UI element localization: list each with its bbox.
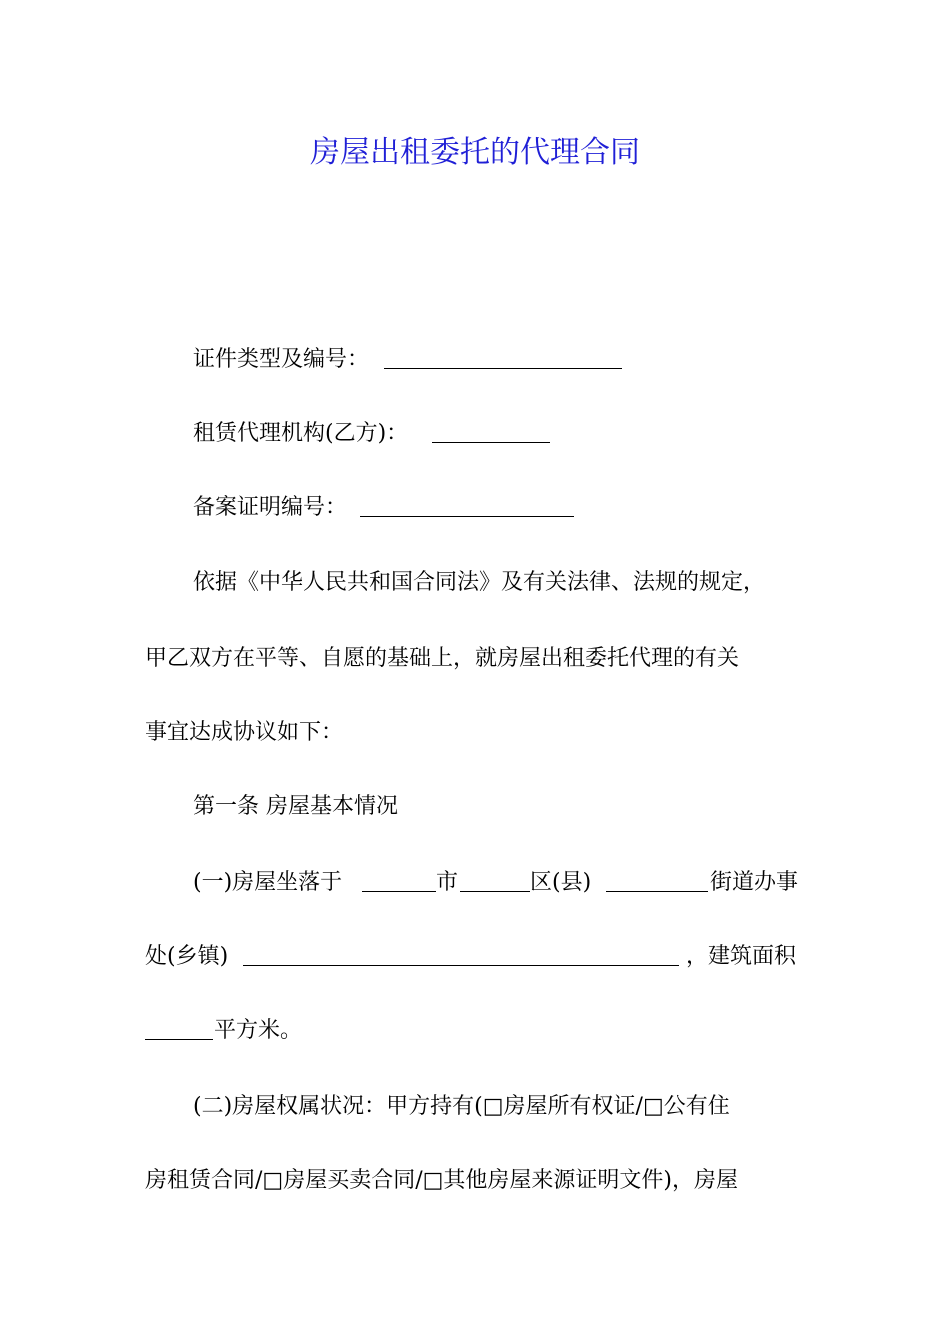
township-label: 处(乡镇): [145, 944, 229, 969]
preamble-line-2: [0, 639, 950, 679]
id-field-line: [0, 340, 950, 380]
street-label: 街道办事: [710, 870, 799, 895]
article1-heading-line: [0, 787, 950, 827]
article1-heading: 第一条 房屋基本情况: [193, 794, 398, 819]
township-blank[interactable]: [243, 937, 679, 966]
preamble-text-1: 依据《中华人民共和国合同法》及有关法律、法规的规定，: [193, 570, 766, 595]
item1-prefix: (一)房屋坐落于: [193, 870, 343, 895]
item2-line-2: [0, 1161, 950, 1201]
record-label: 备案证明编号：: [193, 495, 348, 520]
item1-line-1: [0, 863, 950, 903]
item1-line-2: [0, 937, 950, 977]
street-blank[interactable]: [606, 863, 708, 892]
id-label: 证件类型及编号：: [193, 347, 370, 372]
agency-blank[interactable]: [432, 414, 550, 443]
district-label: 区(县): [530, 870, 592, 895]
district-blank[interactable]: [460, 863, 530, 892]
city-blank[interactable]: [362, 863, 436, 892]
preamble-line-1: [0, 563, 950, 603]
item2-line-1: [0, 1087, 950, 1127]
record-blank[interactable]: [360, 488, 574, 517]
area-label: ，建筑面积: [686, 944, 797, 969]
id-blank[interactable]: [384, 340, 622, 369]
preamble-line-3: [0, 713, 950, 753]
preamble-text-3: 事宜达成协议如下：: [145, 720, 344, 745]
preamble-text-2: 甲乙双方在平等、自愿的基础上，就房屋出租委托代理的有关: [145, 646, 740, 671]
unit-label: 平方米。: [214, 1018, 303, 1043]
area-blank[interactable]: [145, 1011, 213, 1040]
item1-line-3: [0, 1011, 950, 1051]
agency-label: 租赁代理机构(乙方)：: [193, 421, 409, 446]
record-field-line: [0, 488, 950, 528]
item2-text-1: (二)房屋权属状况：甲方持有(□房屋所有权证/□公有住: [193, 1094, 730, 1119]
document-title: 房屋出租委托的代理合同: [310, 135, 640, 170]
item2-text-2: 房租赁合同/□房屋买卖合同/□其他房屋来源证明文件)，房屋: [145, 1168, 738, 1193]
city-label: 市: [436, 870, 459, 895]
agency-field-line: [0, 414, 950, 454]
